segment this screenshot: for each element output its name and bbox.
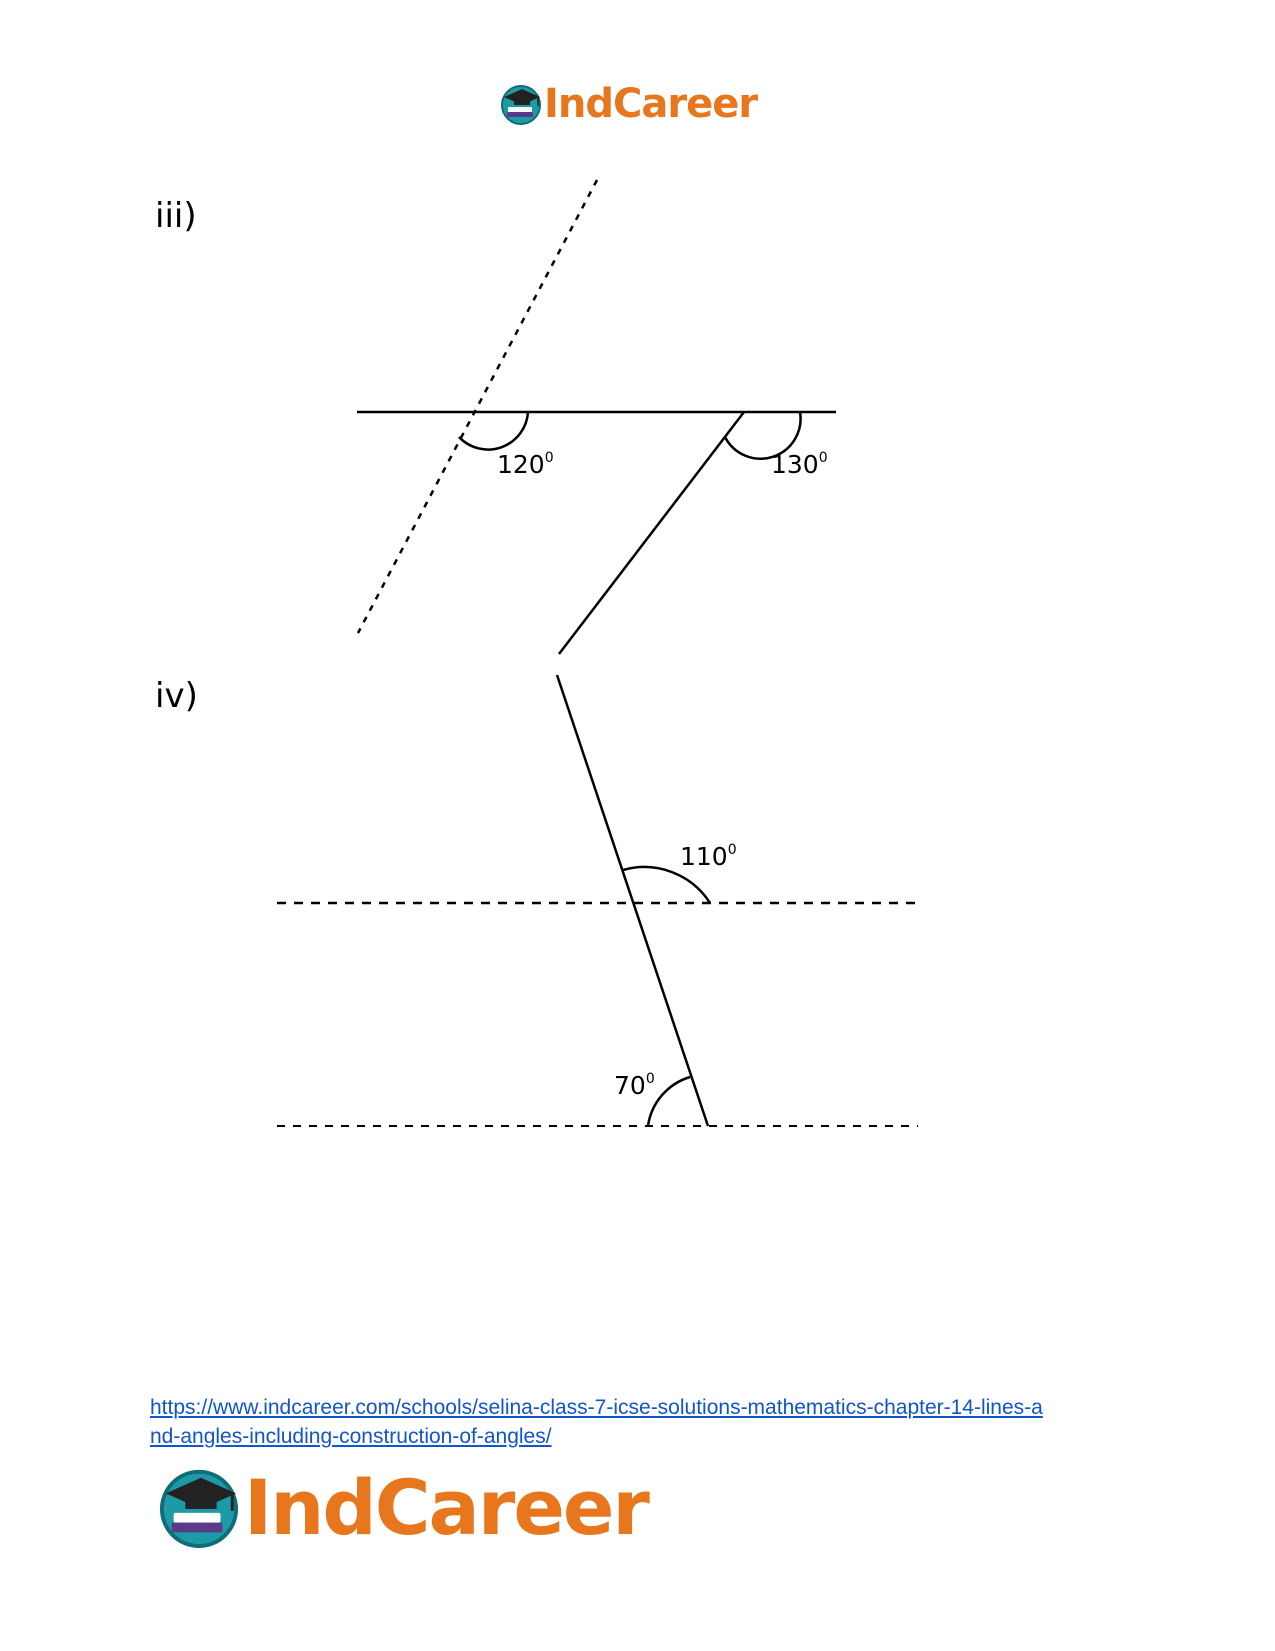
iv-angle-b-label: $70^0$ bbox=[614, 1071, 655, 1100]
url-line-2: nd-angles-including-construction-of-angles/ bbox=[150, 1425, 552, 1448]
graduation-cap-books-icon bbox=[158, 1466, 240, 1548]
iv-transversal bbox=[557, 675, 708, 1126]
iv-angle-a-label: $110^0$ bbox=[680, 842, 737, 871]
url-line-1: https://www.indcareer.com/schools/selina-class-7-icse-solutions-mathematics-chapter-14-lines-a bbox=[150, 1396, 1043, 1419]
iii-angle-a-label: $120^0$ bbox=[497, 450, 554, 479]
source-url-link[interactable] bbox=[150, 1393, 1130, 1451]
figure-iii-label: iii) bbox=[155, 196, 197, 236]
iii-angle-arc-a bbox=[459, 412, 528, 450]
figure-iii bbox=[357, 180, 836, 654]
iii-dashed-transversal bbox=[358, 180, 597, 633]
iv-angle-arc-a bbox=[623, 867, 710, 903]
figure-iv bbox=[277, 675, 918, 1126]
iii-angle-b-label: $130^0$ bbox=[771, 450, 828, 479]
footer-logo bbox=[158, 1462, 648, 1552]
figure-iv-label: iv) bbox=[155, 676, 198, 716]
iii-solid-transversal bbox=[559, 412, 744, 654]
logo-text: IndCareer bbox=[244, 1462, 648, 1552]
logo-text: IndCareer bbox=[544, 81, 758, 127]
